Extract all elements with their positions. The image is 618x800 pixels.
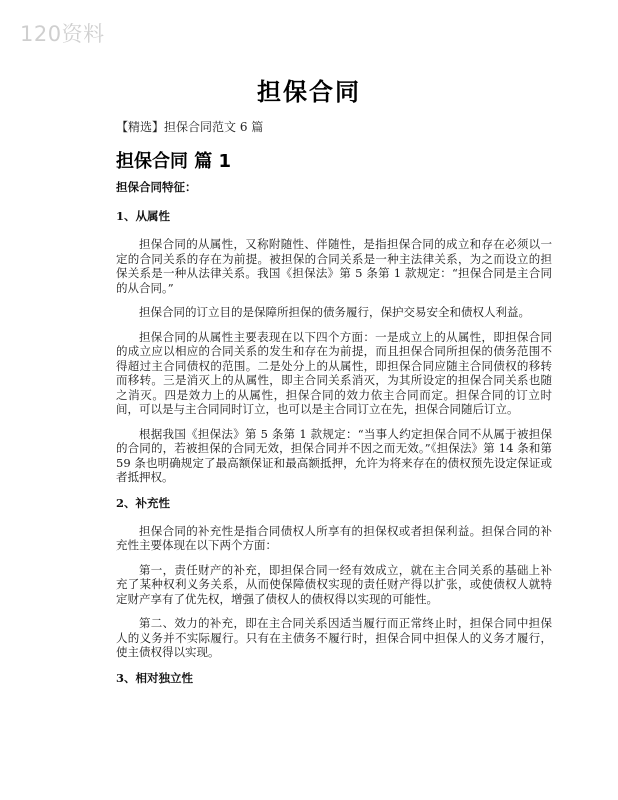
body-paragraph: 担保合同的从属性主要表现在以下四个方面：一是成立上的从属性，即担保合同的成立应以相应的合同关系的发生和存在为前提，而且担保合同所担保的债务范围不得超过主合同债权的范围。二是处分上的从属性，即担保合同应随主合同债权的移转而移转。三是消灭上的从属性，即主合同关系消灭，为其所设定的担保合同关系也随之消灭。四是效力上的从属性，担保合同的效力依主合同而定。担保合同的订立时间，可以是与主合同同时订立，也可以是主合同订立在先，担保合同随后订立。 <box>116 329 552 416</box>
body-heading: 3、相对独立性 <box>116 670 194 685</box>
body-paragraph: 根据我国《担保法》第 5 条第 1 款规定：“当事人约定担保合同不从属于被担保的合同的，若被担保的合同无效，担保合同并不因之而无效。”《担保法》第 14 条和第 59 条也明确规定了最高额保证和最高额抵押，允许为将来存在的债权预先设定保证或者抵押权。 <box>116 426 552 484</box>
document-title: 担保合同 <box>257 78 361 106</box>
section-title: 担保合同 篇 1 <box>116 151 232 172</box>
body-paragraph: 担保合同的从属性，又称附随性、伴随性，是指担保合同的成立和存在必须以一定的合同关系的存在为前提。被担保的合同关系是一种主法律关系，为之而设立的担保关系是一种从法律关系。我国《担保法》第 5 条第 1 款规定：“担保合同是主合同的从合同。” <box>116 237 552 295</box>
body-paragraph: 担保合同的补充性是指合同债权人所享有的担保权或者担保利益。担保合同的补充性主要体现在以下两个方面： <box>116 523 552 552</box>
body-paragraph: 担保合同的订立目的是保障所担保的债务履行，保护交易安全和债权人利益。 <box>139 305 530 319</box>
document-subtitle: 【精选】担保合同范文 6 篇 <box>116 120 264 134</box>
body-paragraph: 第二、效力的补充，即在主合同关系因适当履行而正常终止时，担保合同中担保人的义务并不实际履行。只有在主债务不履行时，担保合同中担保人的义务才履行，使主债权得以实现。 <box>116 616 552 659</box>
document-body <box>116 179 552 699</box>
body-paragraph: 第一，责任财产的补充，即担保合同一经有效成立，就在主合同关系的基础上补充了某种权利义务关系，从而使保障债权实现的责任财产得以扩张，或使债权人就特定财产享有了优先权，增强了债权人的债权得以实现的可能性。 <box>116 562 552 606</box>
body-heading: 担保合同特征： <box>116 180 197 194</box>
body-heading: 2、补充性 <box>116 495 171 510</box>
body-heading: 1、从属性 <box>116 209 171 223</box>
watermark-logo: 120资料 <box>20 22 105 46</box>
